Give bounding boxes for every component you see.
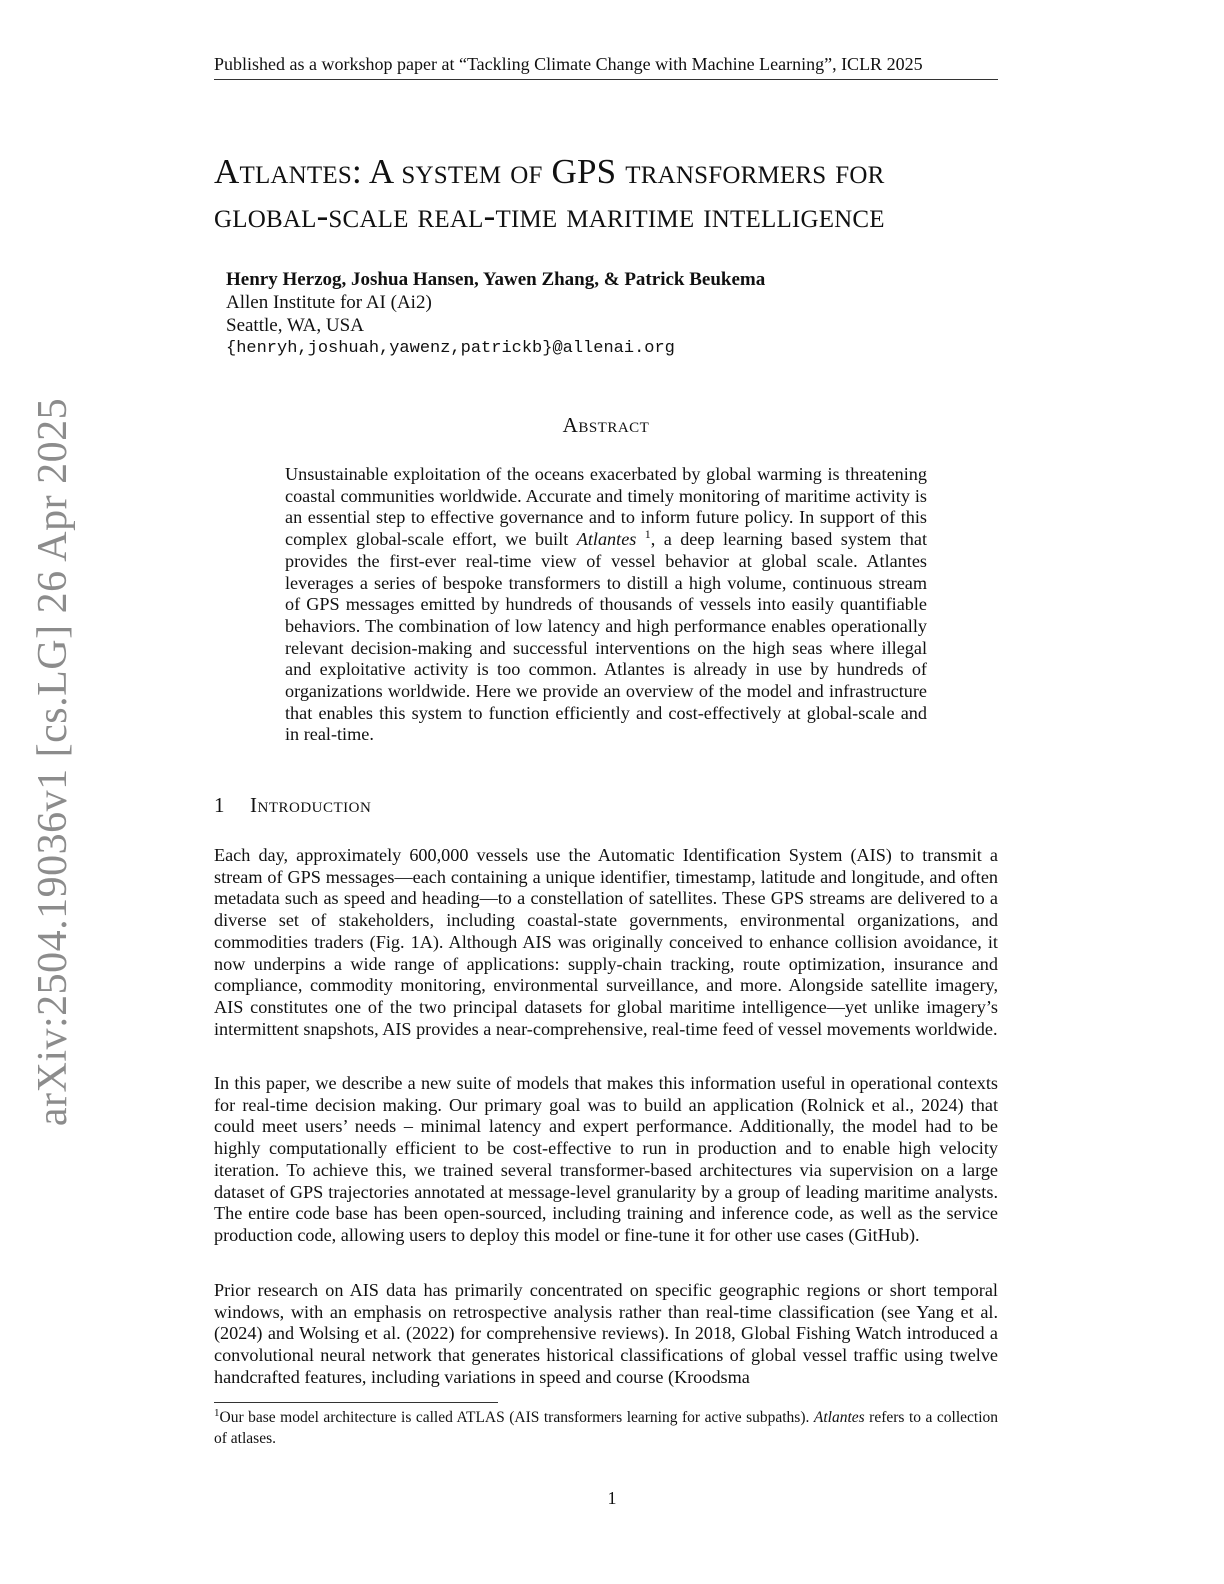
footnote bbox=[214, 1407, 998, 1449]
page-number: 1 bbox=[607, 1488, 617, 1508]
intro-paragraph-3: Prior research on AIS data has primarily concentrated on specific geographic regions or short temporal windows, with an emphasis on retrospective analysis rather than real-time classification (see Yang et al. (2024) and Wolsing et al. (2022) for comprehensive reviews). In 2018, Global Fishing Watch introduced a convolutional neural network that generates historical classifications of global vessel traffic using twelve handcrafted features, including variations in speed and course (Kroodsma bbox=[214, 1280, 998, 1387]
intro-paragraph-2: In this paper, we describe a new suite of models that makes this information useful in operational contexts for real-time decision making. Our primary goal was to build an application (Rolnick et al., 2024) that could meet users’ needs – minimal latency and expert performance. Additionally, the model had to be highly computationally efficient to be cost-effective to run in production and to enable high velocity iteration. To achieve this, we trained several transformer-based architectures via supervision on a large dataset of GPS trajectories annotated at message-level granularity by a group of leading maritime analysts. The entire code base has been open-sourced, including training and inference code, as well as the service production code, allowing users to deploy this model or fine-tune it for other use cases (GitHub). bbox=[214, 1073, 998, 1245]
author-location: Seattle, WA, USA bbox=[226, 315, 364, 336]
footnote-reference[interactable]: 1 bbox=[644, 527, 651, 542]
running-header: Published as a workshop paper at “Tackling Climate Change with Machine Learning”, ICLR 2025 bbox=[214, 52, 998, 80]
footnote-text-part-1: Our base model architecture is called ATLAS (AIS transformers learning for active subpaths). bbox=[219, 1409, 814, 1426]
abstract-text-part-2: , a deep learning based system that provides the first-ever real-time view of vessel behavior at global scale. Atlantes leverages a series of bespoke transformers to distill a high volume, continuous stream of GPS messages emitted by hundreds of thousands of vessels into easily quantifiable behaviors. The combination of low latency and high performance enables operationally relevant decision-making and successful interventions on the high seas where illegal and exploitative activity is too common. Atlantes is already in use by hundreds of organizations worldwide. Here we provide an overview of the model and infrastructure that enables this system to function efficiently and cost-effectively at global-scale and in real-time. bbox=[285, 529, 928, 745]
abstract-system-name: Atlantes bbox=[576, 529, 637, 550]
abstract-text-part-1: Unsustainable exploitation of the oceans exacerbated by global warming is threatening coastal communities worldwide. Accurate and timely monitoring of maritime activity is an essential step to effective governance and to inform future policy. In support of this complex global-scale effort, we built bbox=[285, 464, 927, 550]
author-emails: {henryh,joshuah,yawenz,patrickb}@allenai.org bbox=[226, 339, 675, 358]
section-number: 1 bbox=[214, 793, 225, 817]
paper-title-line-2: global-scale real-time maritime intelligence bbox=[214, 196, 885, 235]
abstract-text bbox=[285, 464, 927, 746]
author-names: Henry Herzog, Joshua Hansen, Yawen Zhang, & Patrick Beukema bbox=[226, 269, 766, 290]
author-affiliation: Allen Institute for AI (Ai2) bbox=[226, 292, 432, 313]
paper-title-line-1: Atlantes: A system of GPS transformers for bbox=[214, 152, 885, 191]
paper-title bbox=[214, 150, 998, 238]
footnote-mark: 1 bbox=[214, 1406, 220, 1419]
section-heading-introduction bbox=[214, 792, 371, 818]
authors-block bbox=[226, 268, 986, 360]
footnote-system-name: Atlantes bbox=[813, 1409, 865, 1426]
footnote-text-part-2: refers to a collection of atlases. bbox=[214, 1409, 998, 1447]
intro-paragraph-1: Each day, approximately 600,000 vessels use the Automatic Identification System (AIS) to transmit a stream of GPS messages—each containing a unique identifier, timestamp, latitude and longitude, and often metadata such as speed and heading—to a constellation of satellites. These GPS streams are delivered to a diverse set of stakeholders, including coastal-state governments, environmental organizations, and commodities traders (Fig. 1A). Although AIS was originally conceived to enhance collision avoidance, it now underpins a wide range of applications: supply-chain tracking, route optimization, insurance and compliance, commodity monitoring, environmental surveillance, and more. Alongside satellite imagery, AIS constitutes one of the two principal datasets for global maritime intelligence—yet unlike imagery’s intermittent snapshots, AIS provides a near-comprehensive, real-time feed of vessel movements worldwide. bbox=[214, 845, 998, 1039]
abstract-heading: Abstract bbox=[562, 413, 650, 437]
arxiv-identifier-stamp: arXiv:2504.19036v1 [cs.LG] 26 Apr 2025 bbox=[30, 397, 76, 1127]
section-title: Introduction bbox=[250, 793, 372, 817]
footnote-divider bbox=[214, 1402, 498, 1403]
